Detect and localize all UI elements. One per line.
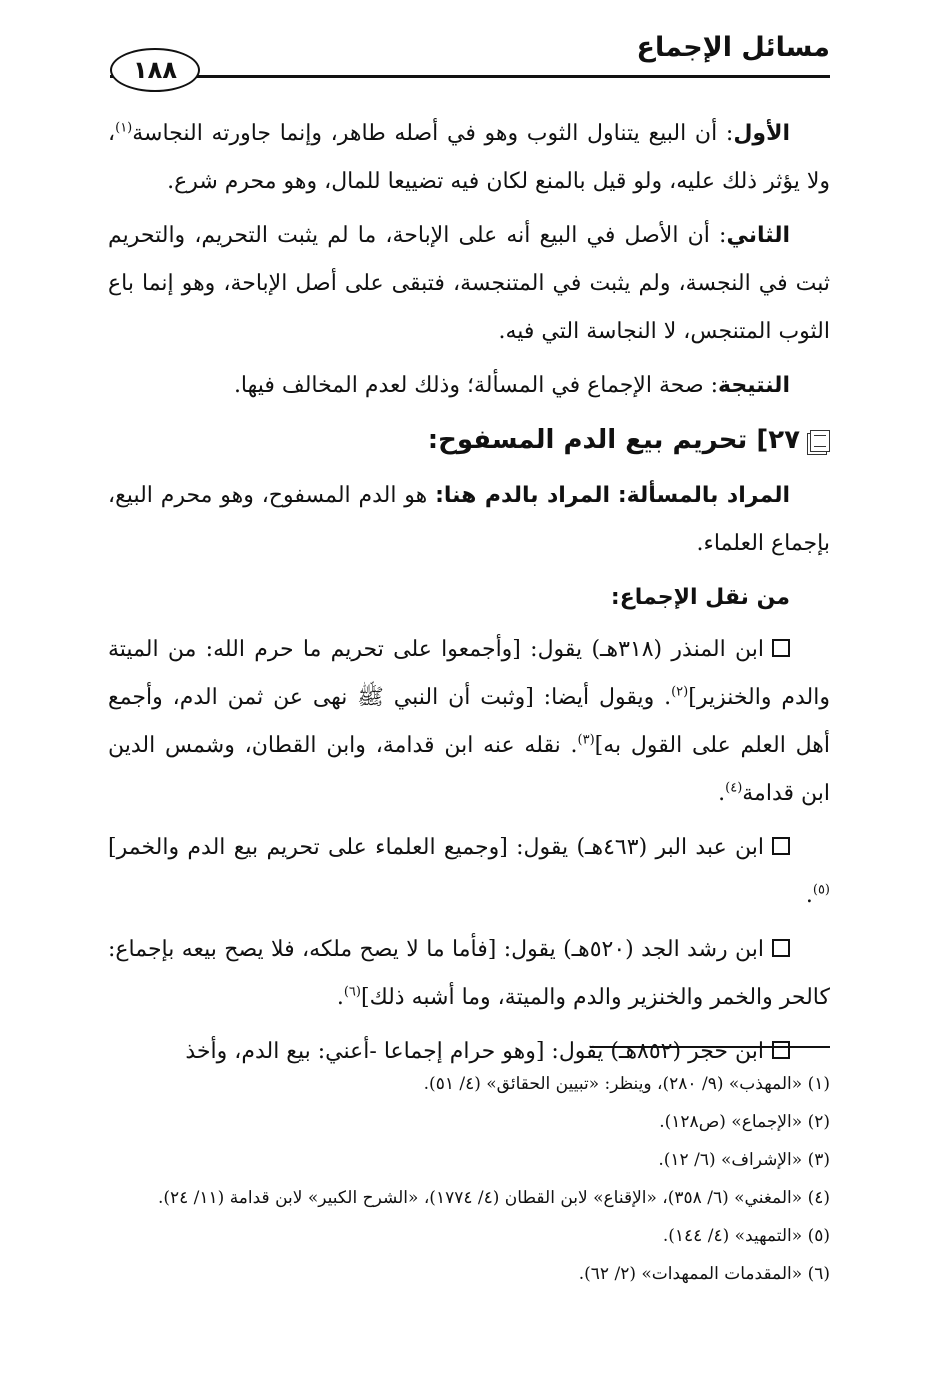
- footnote-ref[interactable]: (٤): [725, 780, 743, 796]
- footnote-item: (٣) «الإشراف» (٦/ ١٢).: [658, 1150, 830, 1170]
- footnote-item: (١) «المهذب» (٩/ ٢٨٠)، وينظر: «تبيين الحقائق» (٤/ ٥١).: [423, 1074, 830, 1094]
- footnote-item: (٤) «المغني» (٦/ ٣٥٨)، «الإقناع» لابن القطان (٤/ ١٧٧٤)، «الشرح الكبير» لابن قدامة (١١/ ٢٤).: [157, 1188, 830, 1208]
- paragraph-text: : أن البيع يتناول الثوب وهو في أصله طاهر، وإنما جاورته النجاسة: [132, 121, 734, 146]
- quote-text: . ويقول أيضا: [وثبت أن النبي ﷺ نهى عن ثمن الدم، وأجمع أهل العلم على القول به]: [108, 685, 830, 758]
- page-header: [110, 30, 830, 90]
- section-title: تحريم بيع الدم المسفوح:: [427, 425, 748, 455]
- page-number: ١٨٨: [110, 48, 200, 92]
- checkbox-icon: [772, 939, 790, 957]
- footnote-ref[interactable]: (٦): [343, 984, 361, 1000]
- paragraph-result: [108, 362, 830, 410]
- main-text: [108, 110, 830, 1082]
- quote-text: ابن حجر (٨٥٢هـ) يقول: [وهو حرام إجماعا -أعني: بيع الدم، وأخذ: [185, 1039, 764, 1064]
- quote-text: .: [805, 883, 813, 908]
- footnote-item: (٢) «الإجماع» (ص١٢٨).: [659, 1112, 830, 1132]
- checkbox-icon: [772, 837, 790, 855]
- footnote-ref[interactable]: (٥): [812, 882, 830, 898]
- footnote-ref[interactable]: (١): [115, 120, 133, 136]
- paragraph-lead: الثاني: [726, 223, 790, 248]
- quote-text: ابن المنذر (٣١٨هـ) يقول: [وأجمعوا على تحريم ما حرم الله: من الميتة والدم والخنزير]: [108, 637, 830, 710]
- paragraph-lead: الأول: [733, 121, 790, 146]
- paragraph-lead: النتيجة: [718, 373, 790, 398]
- quote-text: ابن عبد البر (٤٦٣هـ) يقول: [وجميع العلماء على تحريم بيع الدم والخمر]: [108, 835, 765, 860]
- quote-item: [108, 626, 830, 818]
- footnote-item: (٦) «المقدمات الممهدات» (٢/ ٦٢).: [578, 1264, 830, 1284]
- definition-text: هو الدم المسفوح، وهو محرم البيع، بإجماع العلماء.: [108, 483, 830, 556]
- quote-text: .: [336, 985, 344, 1010]
- definition-paragraph: [108, 472, 830, 568]
- footnotes: [108, 1066, 830, 1294]
- quote-item: [108, 824, 830, 920]
- section-number: ٢٧]: [756, 425, 800, 455]
- paragraph-first: [108, 110, 830, 206]
- quote-text: ابن رشد الجد (٥٢٠هـ) يقول: [فأما ما لا يصح ملكه، فلا يصح بيعه بإجماع: كالحر والخمر والخنزير والدم والميتة، وما أشبه ذلك]: [108, 937, 830, 1010]
- footnote-ref[interactable]: (٢): [671, 684, 689, 700]
- book-title: مسائل الإجماع: [636, 32, 830, 63]
- footnote-divider: [590, 1046, 830, 1048]
- footnote-ref[interactable]: (٣): [577, 732, 595, 748]
- paragraph-text: ، ولا يؤثر ذلك عليه، ولو قيل بالمنع لكان فيه تضييعا للمال، وهو محرم شرع.: [108, 121, 830, 194]
- quote-text: . نقله عنه ابن قدامة، وابن القطان، وشمس الدين ابن قدامة: [108, 733, 830, 806]
- paragraph-text: : صحة الإجماع في المسألة؛ وذلك لعدم المخالف فيها.: [233, 373, 719, 398]
- checkbox-icon: [772, 1041, 790, 1059]
- definition-lead: المراد بالمسألة:: [617, 483, 790, 508]
- checkbox-icon: [772, 639, 790, 657]
- subheading-transmitters: من نقل الإجماع:: [610, 585, 790, 610]
- footnote-item: (٥) «التمهيد» (٤/ ١٤٤).: [662, 1226, 830, 1246]
- quote-item: [108, 926, 830, 1022]
- document-icon: [810, 430, 830, 452]
- quote-text: .: [718, 781, 726, 806]
- paragraph-second: [108, 212, 830, 356]
- paragraph-text: : أن الأصل في البيع أنه على الإباحة، ما لم يثبت التحريم، والتحريم ثبت في النجسة، ولم يثبت في المتنجسة، فتبقى على أصل الإباحة، وهو إنما باع الثوب المتنجس، لا النجاسة التي فيه.: [108, 223, 830, 344]
- header-rule: [110, 75, 830, 78]
- definition-sub-lead: المراد بالدم هنا:: [435, 483, 611, 508]
- section-heading: [108, 416, 830, 464]
